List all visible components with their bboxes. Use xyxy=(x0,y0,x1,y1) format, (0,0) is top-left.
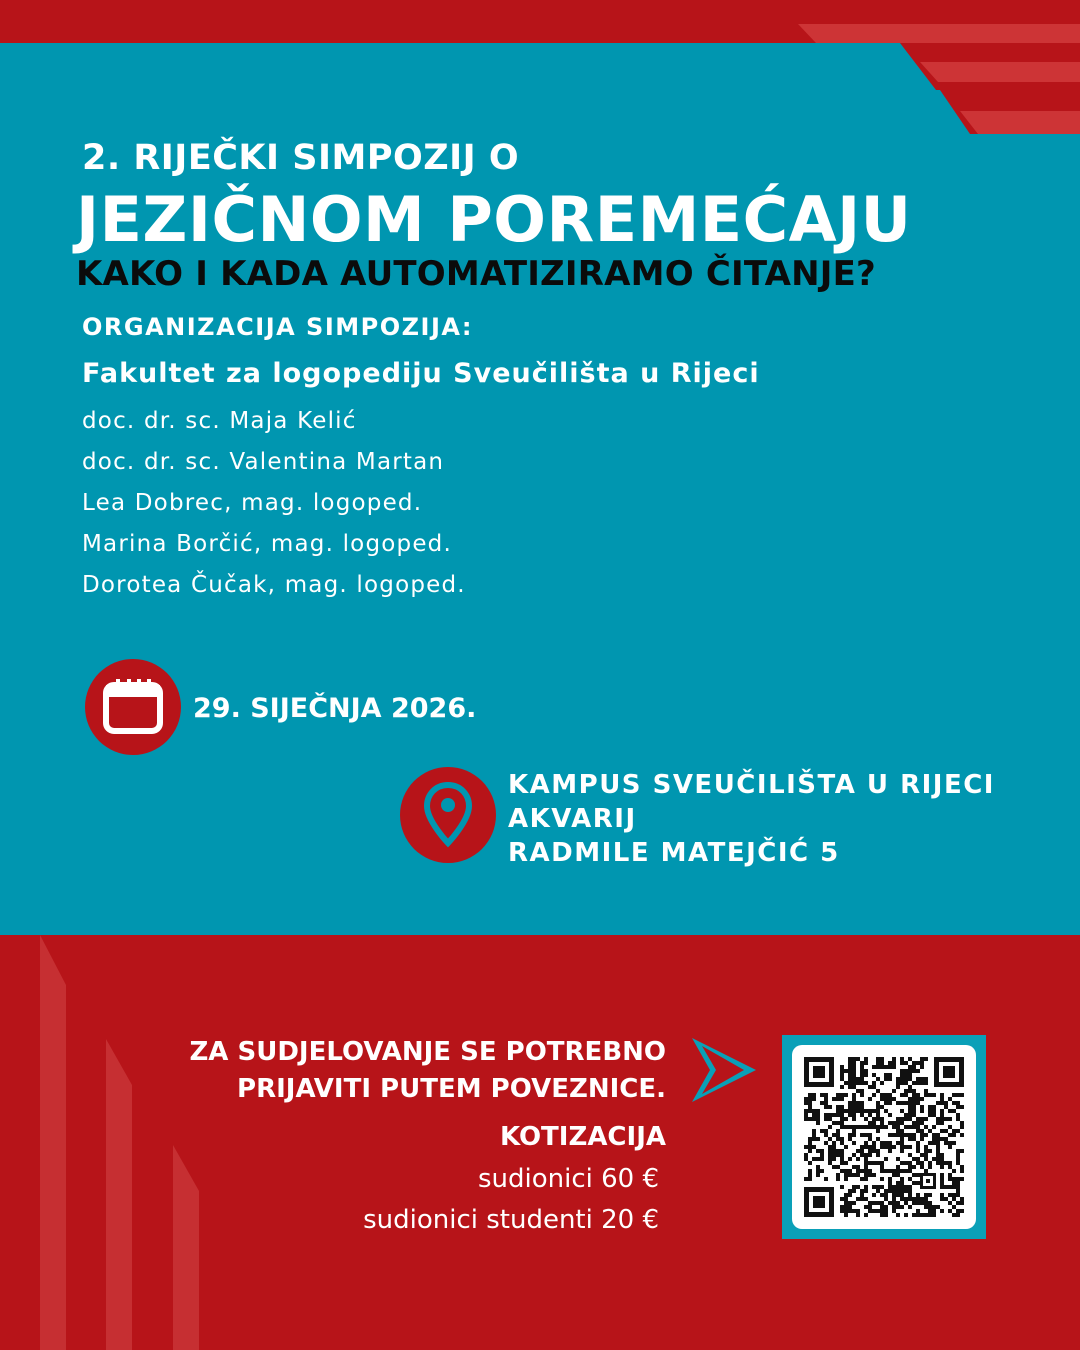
address-line: RADMILE MATEJČIĆ 5 xyxy=(508,838,840,868)
faculty-name: Fakultet za logopediju Sveučilišta u Rijeci xyxy=(82,358,760,389)
event-date: 29. SIJEČNJA 2026. xyxy=(193,693,477,724)
location-pin-icon xyxy=(400,767,496,863)
organizer-item: doc. dr. sc. Valentina Martan xyxy=(82,449,445,475)
organization-heading: ORGANIZACIJA SIMPOZIJA: xyxy=(82,313,474,341)
registration-line: ZA SUDJELOVANJE SE POTREBNO xyxy=(189,1037,666,1067)
page-title: JEZIČNOM POREMEĆAJU xyxy=(76,183,912,256)
address-line: KAMPUS SVEUČILIŠTA U RIJECI xyxy=(508,770,995,800)
arrow-right-icon xyxy=(688,1034,760,1106)
organizer-item: Lea Dobrec, mag. logoped. xyxy=(82,490,423,516)
fee-heading: KOTIZACIJA xyxy=(499,1122,666,1152)
fee-students: sudionici studenti 20 € xyxy=(363,1205,659,1235)
bottom-left-stripes xyxy=(0,935,220,1350)
organizer-item: Dorotea Čučak, mag. logoped. xyxy=(82,572,466,598)
event-address xyxy=(508,768,995,870)
registration-note xyxy=(100,1034,666,1108)
address-line: AKVARIJ xyxy=(508,804,637,834)
fee-participants: sudionici 60 € xyxy=(477,1164,659,1194)
title-question: KAKO I KADA AUTOMATIZIRAMO ČITANJE? xyxy=(76,254,876,294)
organizer-item: Marina Borčić, mag. logoped. xyxy=(82,531,452,557)
registration-line: PRIJAVITI PUTEM POVEZNICE. xyxy=(237,1074,666,1104)
top-right-stripes xyxy=(780,0,1080,140)
calendar-icon xyxy=(85,659,181,755)
organizer-list xyxy=(82,403,466,608)
qr-code-icon[interactable] xyxy=(792,1045,976,1229)
subtitle: 2. RIJEČKI SIMPOZIJ O xyxy=(82,138,520,178)
organizer-item: doc. dr. sc. Maja Kelić xyxy=(82,408,357,434)
